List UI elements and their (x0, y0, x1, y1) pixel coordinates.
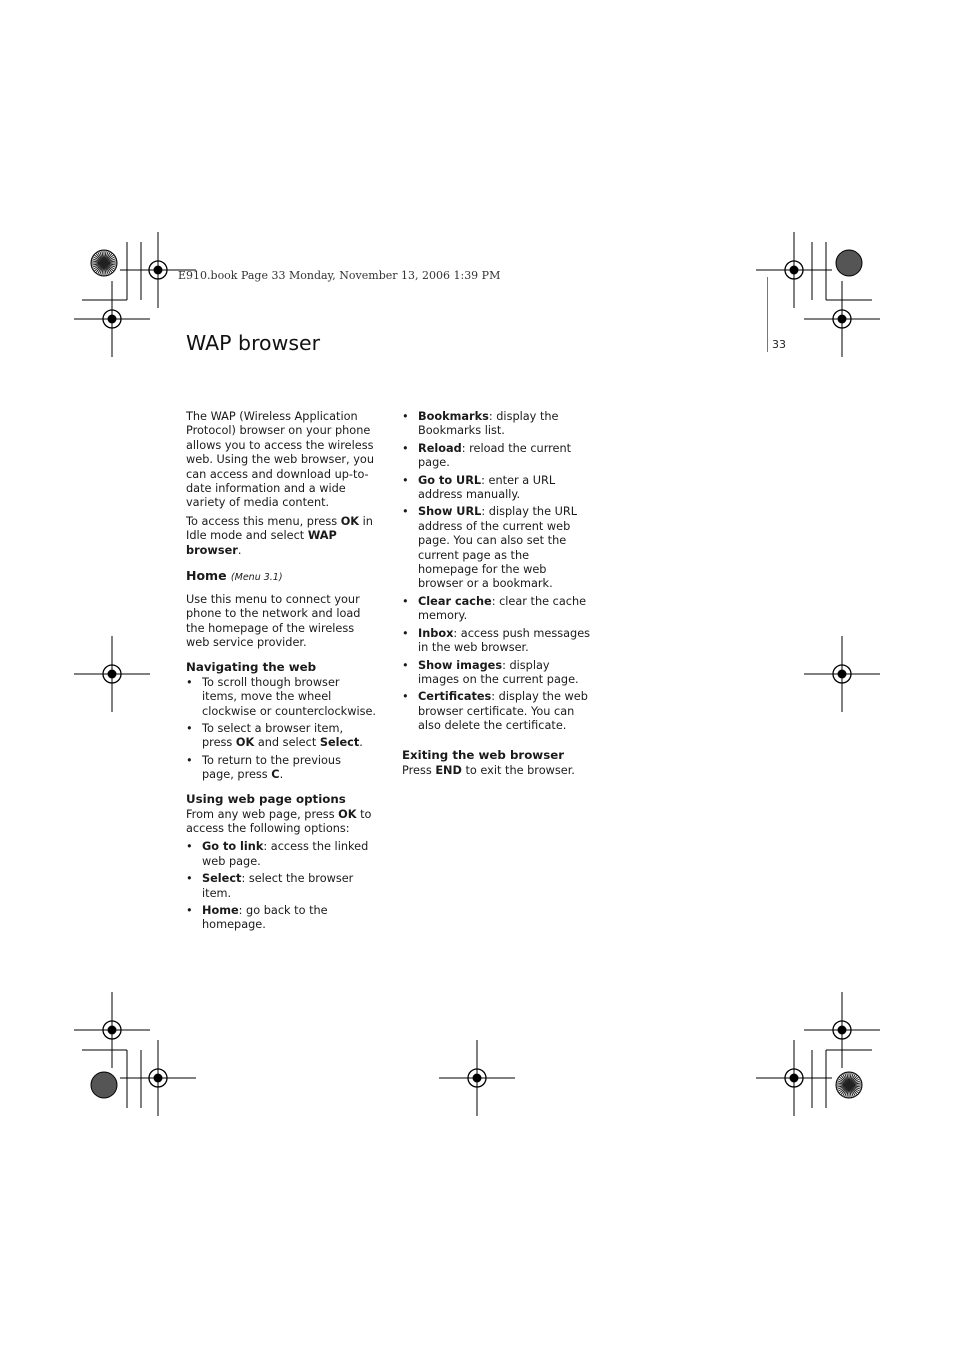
option-term: Bookmarks (418, 410, 489, 423)
option-desc: : go back to the homepage. (202, 903, 328, 932)
registration-dot (108, 315, 117, 324)
registration-dot (108, 670, 117, 679)
registration-dot (790, 266, 799, 275)
list-item (402, 505, 592, 591)
option-desc: : display images on the current page. (418, 658, 579, 686)
navigating-list (186, 676, 376, 783)
intro-paragraph: The WAP (Wireless Application Protocol) browser on your phone allows you to access the wireless web. Using the web browser, you can access and download up-to-date information and a wide variety of media content. (186, 410, 374, 510)
option-term: Select (202, 872, 242, 886)
option-term: Reload (418, 441, 462, 455)
color-star-target (836, 1072, 862, 1098)
ok-key: OK (235, 736, 255, 750)
option-desc: : clear the cache memory. (418, 594, 587, 623)
exit-text: Press (402, 763, 436, 777)
option-desc: : display the web browser certificate. You can also delete the certificate. (418, 690, 588, 733)
list-item (186, 754, 376, 783)
option-desc: : enter a URL address manually. (418, 473, 556, 502)
registration-dot (838, 315, 847, 324)
item-text: . (359, 736, 363, 750)
list-item (186, 904, 376, 933)
exiting-paragraph (402, 764, 592, 778)
menu-reference: (Menu 3.1) (230, 572, 283, 584)
item-text: and select (254, 736, 320, 750)
option-desc: : display the URL address of the current web page. You can also set the current page as the homepage for the web browser or a bookmark. (418, 505, 578, 591)
list-item (186, 872, 376, 901)
option-desc: : display the Bookmarks list. (418, 410, 559, 438)
list-item (402, 627, 592, 656)
option-desc: : select the browser item. (202, 872, 354, 900)
registration-dot (154, 1074, 163, 1083)
end-key: END (435, 763, 462, 777)
right-column (402, 410, 592, 782)
intro-text: to access the following options: (186, 807, 372, 835)
option-term: Clear cache (418, 594, 492, 608)
item-text: To return to the previous page, press (202, 753, 341, 782)
access-text: in Idle mode and select (186, 514, 373, 543)
access-text: . (237, 543, 242, 557)
list-item (186, 722, 376, 751)
ok-key: OK (340, 514, 360, 528)
left-column (186, 410, 376, 936)
list-item (402, 595, 592, 624)
list-item: • To scroll though browser items, move the wheel clockwise or counterclockwise. (186, 676, 376, 719)
home-heading (186, 568, 376, 586)
gray-target (836, 250, 862, 276)
wap-browser-term: WAP browser (186, 529, 337, 557)
web-options-list (186, 840, 376, 932)
option-term: Show URL (418, 505, 482, 519)
web-options-intro (186, 808, 376, 837)
option-term: Home (202, 903, 239, 917)
registration-dot (473, 1074, 482, 1083)
page-number: 33 (772, 338, 786, 351)
list-item (402, 659, 592, 688)
option-term: Go to link (202, 840, 264, 854)
option-term: Go to URL (418, 473, 482, 487)
registration-dot (838, 670, 847, 679)
gray-target (91, 1072, 117, 1098)
intro-text: From any web page, press (186, 807, 339, 821)
exit-text: to exit the browser. (461, 763, 575, 777)
header-rule (767, 277, 768, 352)
select-term: Select (319, 736, 360, 750)
registration-dot (790, 1074, 799, 1083)
option-desc: : reload the current page. (418, 441, 572, 470)
home-heading-text: Home (186, 568, 227, 584)
option-desc: : access the linked web page. (202, 840, 369, 868)
option-term: Certificates (418, 690, 492, 704)
registration-dot (838, 1026, 847, 1035)
color-star-target (91, 250, 117, 276)
list-item (402, 690, 592, 733)
ok-key: OK (338, 807, 357, 821)
list-item (186, 840, 376, 869)
registration-dot (108, 1026, 117, 1035)
access-paragraph (186, 515, 376, 558)
access-text: To access this menu, press (186, 514, 341, 528)
registration-dot (154, 266, 163, 275)
navigating-heading: Navigating the web (186, 659, 317, 674)
page-title: WAP browser (186, 331, 321, 355)
option-term: Inbox (418, 626, 454, 640)
option-term: Show images (418, 658, 503, 672)
list-item (402, 474, 592, 503)
exiting-heading: Exiting the web browser (402, 747, 565, 762)
item-text: . (279, 768, 284, 782)
home-paragraph: Use this menu to connect your phone to the network and load the homepage of the wireless web service provider. (186, 593, 361, 650)
more-options-list (402, 410, 592, 734)
item-text: To select a browser item, press (202, 721, 344, 750)
web-options-heading: Using web page options (186, 791, 346, 806)
list-item (402, 442, 592, 471)
list-item (402, 410, 592, 439)
option-desc: : access push messages in the web browser. (418, 626, 591, 655)
print-header-line: E910.book Page 33 Monday, November 13, 2006 1:39 PM (178, 269, 501, 282)
c-key: C (271, 768, 280, 782)
